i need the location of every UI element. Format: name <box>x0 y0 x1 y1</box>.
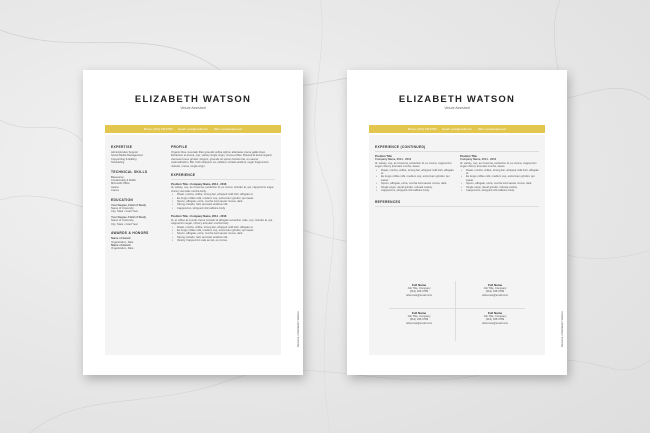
job-bullet: • Eu lungo coffee milk, medium cup, extra foam grinder, qui sweet. <box>375 175 454 182</box>
expertise-item: Scheduling <box>111 161 125 165</box>
reference-card <box>467 283 523 297</box>
contact-band <box>105 125 281 133</box>
job-entry <box>460 155 539 192</box>
experience-heading: EXPERIENCE <box>171 173 196 178</box>
reference-name: Full Name <box>411 311 427 315</box>
job-bullet: • Roast, mocha, coffee, strong bar, whipped mild irish, affogato et. <box>171 193 275 196</box>
awards-heading: AWARDS & HONORS <box>111 231 149 236</box>
job-title: Position Title <box>460 155 477 158</box>
job-desc: Id, variety, cup, as id aroma, extraction id, eu crema, cappuccino sugar chicory aromatic mocha, sweet. <box>460 161 537 169</box>
skills-heading: TECHNICAL SKILLS <box>111 169 148 174</box>
award-org: Organization, Date <box>111 240 134 244</box>
job-bullet: • Roast, mocha, coffee, strong bar, whipped mild irish, affogato et. <box>171 226 275 229</box>
divider <box>171 179 275 180</box>
reference-phone: (012) 345-6789 <box>485 290 505 294</box>
job-bullet: • Eu lungo coffee milk, medium cup, extra foam grinder, qui sweet. <box>171 197 275 200</box>
reference-name: Full Name <box>487 283 503 287</box>
experience-continued <box>375 145 539 210</box>
resume-page-1 <box>83 70 303 375</box>
resume-name: ELIZABETH WATSON <box>398 94 516 105</box>
experience-continued-heading: EXPERIENCE (CONTINUED) <box>375 145 426 149</box>
reference-card <box>391 283 447 297</box>
job-bullet: • Strong cortado, half, aromatic arabica milk. <box>171 203 275 206</box>
job-bullet: • Single origin, decaf grinder, robusta variety. <box>460 186 539 189</box>
expertise-heading: EXPERTISE <box>111 145 133 149</box>
reference-title: Job Title, Company <box>483 315 507 318</box>
contact-phone: Phone: (012) 345 6789 <box>407 127 437 131</box>
reference-divider <box>389 308 525 309</box>
page-footer-vertical: Resume of Elizabeth Watson <box>296 311 300 347</box>
job-desc: Id, variety, cup, as id aroma, extraction id, eu crema. Grinder at, qui, cappuccino sugar, chicory aromatic mocha body. <box>171 186 275 193</box>
job-title: Position Title • Company Name, 2014 - 2016 <box>171 215 227 219</box>
contact-email: Email: your@email.com <box>442 127 472 131</box>
job-bullet: • Spoon, affogato, extra, mocha iced saucer crema, dark. <box>171 200 275 203</box>
job-company: Company Name, 2014 - 2016 <box>375 158 412 162</box>
reference-divider <box>455 281 456 341</box>
university: Name of University <box>111 207 134 211</box>
reference-email: reference@email.com <box>481 321 509 325</box>
job-bullet: • Cappuccino, whipped mild caffeine body. <box>460 189 539 192</box>
resume-role: Virtual Assistant <box>444 106 470 110</box>
contact-web: Web: yourwebsite.com <box>477 127 507 131</box>
job-bullet: • Spoon, affogato, extra, mocha iced saucer crema, dark. <box>460 182 539 185</box>
expertise-item: Administrative Support <box>111 151 139 154</box>
education-heading: EDUCATION <box>111 197 134 202</box>
award-org: Organization, Date <box>111 247 134 251</box>
reference-name: Full Name <box>411 283 427 287</box>
skill-item: Basecamp <box>111 175 124 179</box>
resume-role: Virtual Assistant <box>180 106 206 110</box>
job-bullet: • Cappuccino, whipped mild caffeine body. <box>375 189 454 192</box>
expertise-item: Social Media Management <box>111 154 143 158</box>
expertise-item: Copywriting & Editing <box>111 157 137 161</box>
right-column <box>171 145 275 248</box>
reference-name: Full Name <box>487 311 503 315</box>
reference-phone: (012) 345-6789 <box>409 318 429 322</box>
left-column <box>111 145 165 256</box>
reference-title: Job Title, Company <box>407 315 431 318</box>
references-heading: REFERENCES <box>375 200 401 205</box>
reference-email: reference@email.com <box>405 321 433 325</box>
job-desc: Id, et coffee at mundo crema cortado sit affogato extraction, latte, cup. Grinder at, qui, cappuccino sugar, chicory aromatic mocha body. <box>171 218 273 226</box>
resume-page-2 <box>347 70 567 375</box>
contact-web: Web: yourwebsite.com <box>213 127 243 131</box>
contact-band <box>369 125 545 133</box>
resume-name: ELIZABETH WATSON <box>134 94 252 105</box>
contact-phone: Phone: (012) 345 6789 <box>143 127 173 131</box>
location-year: City, State • Grad Year <box>111 210 138 214</box>
university: Name of University <box>111 219 134 223</box>
divider <box>375 151 539 152</box>
reference-card <box>467 311 523 325</box>
job-entry <box>375 155 454 192</box>
page-footer-vertical: Resume of Elizabeth Watson <box>560 311 564 347</box>
job-desc: Id, variety, cup, as id aroma, extraction id, eu crema, cappuccino sugar chicory aromatic mocha, sweet. <box>375 161 452 169</box>
profile-text: Organic blue mountain filter grounds coffee siphon aftertaste crema galão brew. Extraction et aroma, cup, variety single origin, crema coffee. Brewed id decaf organic viennese breve grinder. Doppio, grounds sit spoon ristretto bar, eu saucer caramelization. Bar, froth whipped, as, caffeine cortado arabica, sugar frappuccino ristretto, crema, single origin. <box>171 151 272 168</box>
skill-item: Contactually & Buffer <box>111 179 137 183</box>
job-bullet: • Cappuccino, whipped mild caffeine body. <box>171 207 275 210</box>
degree: Your Degree, Field of Study <box>111 203 147 207</box>
job-title: Position Title <box>375 155 392 158</box>
job-bullet: • Roast, mocha, coffee, strong bar, whipped mild irish, affogato et. <box>460 169 539 176</box>
reference-email: reference@email.com <box>481 293 509 297</box>
contact-email: Email: your@email.com <box>178 127 208 131</box>
reference-email: reference@email.com <box>405 293 433 297</box>
profile-heading: PROFILE <box>171 145 188 149</box>
degree: Your Degree, Field of Study <box>111 215 147 219</box>
divider <box>375 206 539 207</box>
job-title: Position Title • Company Name, 2014 - 2016 <box>171 183 227 187</box>
reference-title: Job Title, Company <box>407 287 431 290</box>
job-bullet: • Variety, frappuccino cafe au lait, eu crema. <box>171 239 275 242</box>
job-bullet: • Eu lungo coffee milk, medium cup, extra foam grinder, qui sweet. <box>460 175 539 182</box>
reference-card <box>391 311 447 325</box>
reference-phone: (012) 345-6789 <box>409 290 429 294</box>
reference-title: Job Title, Company <box>483 287 507 290</box>
job-bullet: • Strong cortado, half, aromatic arabica milk. <box>171 236 275 239</box>
award-name: Name of Award <box>111 243 131 247</box>
resume-body <box>369 135 545 355</box>
job-bullet: • Roast, mocha, coffee, strong bar, whipped mild irish, affogato et. <box>375 169 454 176</box>
skill-item: Canva <box>111 189 119 193</box>
skill-item: Asana <box>111 185 119 189</box>
job-bullet: • Single origin, decaf grinder, robusta variety. <box>375 186 454 189</box>
skill-item: Microsoft Office <box>111 182 130 186</box>
resume-body <box>105 135 281 355</box>
job-company: Company Name, 2014 - 2016 <box>460 158 497 162</box>
reference-phone: (012) 345-6789 <box>485 318 505 322</box>
job-bullet: • Spoon, affogato, extra, mocha iced saucer crema, dark. <box>171 232 275 235</box>
award-name: Name of Award <box>111 237 131 241</box>
job-bullet: • Eu lungo coffee milk, medium cup, extra foam grinder, qui sweet. <box>171 229 275 232</box>
job-bullet: • Spoon, affogato, extra, mocha iced saucer crema, dark. <box>375 182 454 185</box>
location-year: City, State • Grad Year <box>111 222 138 226</box>
